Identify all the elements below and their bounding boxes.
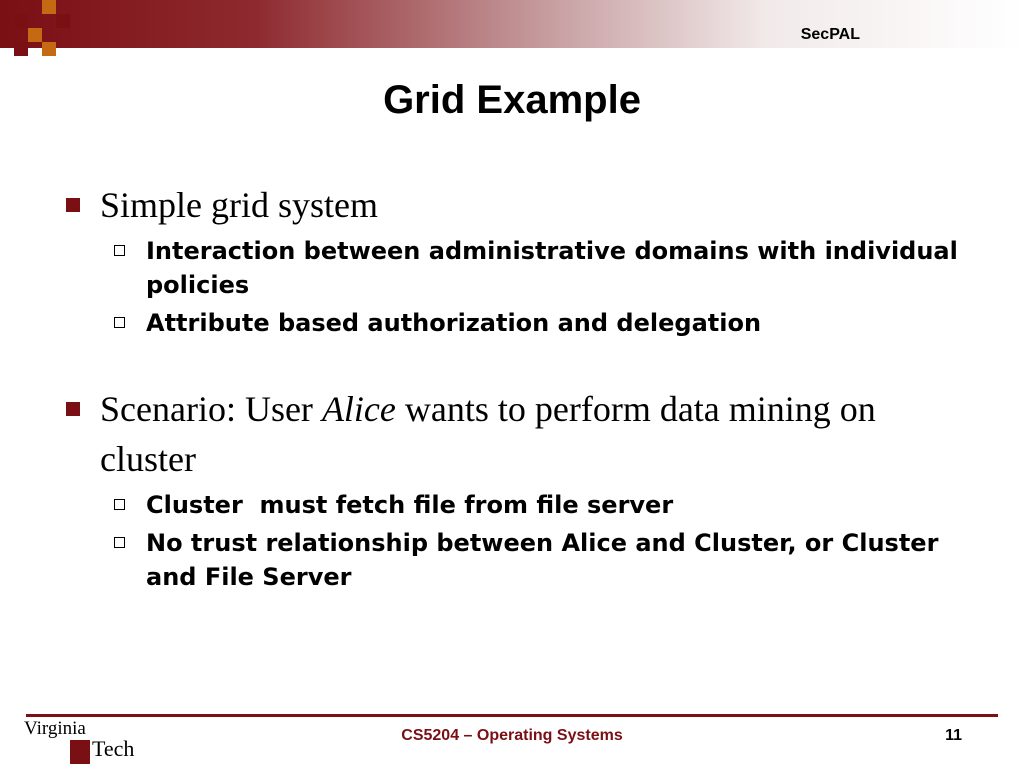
sub-bullet xyxy=(62,488,962,522)
sub-bullet xyxy=(62,234,962,302)
logo-text-line1: Virginia xyxy=(24,718,86,739)
bullet-text: Simple grid system xyxy=(100,185,378,225)
checkbox-bullet-icon xyxy=(114,537,125,548)
bullet-marker-icon xyxy=(66,402,80,416)
header-label: SecPAL xyxy=(800,26,860,43)
checkbox-bullet-icon xyxy=(114,317,125,328)
slide-content xyxy=(62,180,962,594)
decorative-squares xyxy=(0,0,80,64)
sub-bullet-text: Interaction between administrative domains with individual policies xyxy=(146,237,958,299)
footer-course: CS5204 – Operating Systems xyxy=(401,727,623,744)
checkbox-bullet-icon xyxy=(114,499,125,510)
sub-bullet-text: No trust relationship between Alice and Cluster, or Cluster and File Server xyxy=(146,529,939,591)
sub-bullet xyxy=(62,306,962,340)
bullet-simple-grid xyxy=(62,180,962,230)
slide-title: Grid Example xyxy=(383,78,641,122)
sub-bullet-text: Attribute based authorization and delegation xyxy=(146,309,762,337)
footer-divider xyxy=(26,714,998,717)
sub-bullet xyxy=(62,526,962,594)
bullet-text-part: wants to perform data mining on cluster xyxy=(100,389,876,479)
bullet-scenario xyxy=(62,384,962,484)
logo-text-line2: Tech xyxy=(92,736,135,761)
sub-bullet-text: Cluster must fetch file from file server xyxy=(146,491,674,519)
bullet-text-part: Scenario: User xyxy=(100,389,322,429)
header-banner xyxy=(0,0,1024,48)
bullet-text-italic: Alice xyxy=(321,389,396,429)
checkbox-bullet-icon xyxy=(114,245,125,256)
bullet-marker-icon xyxy=(66,198,80,212)
page-number: 11 xyxy=(945,727,962,744)
